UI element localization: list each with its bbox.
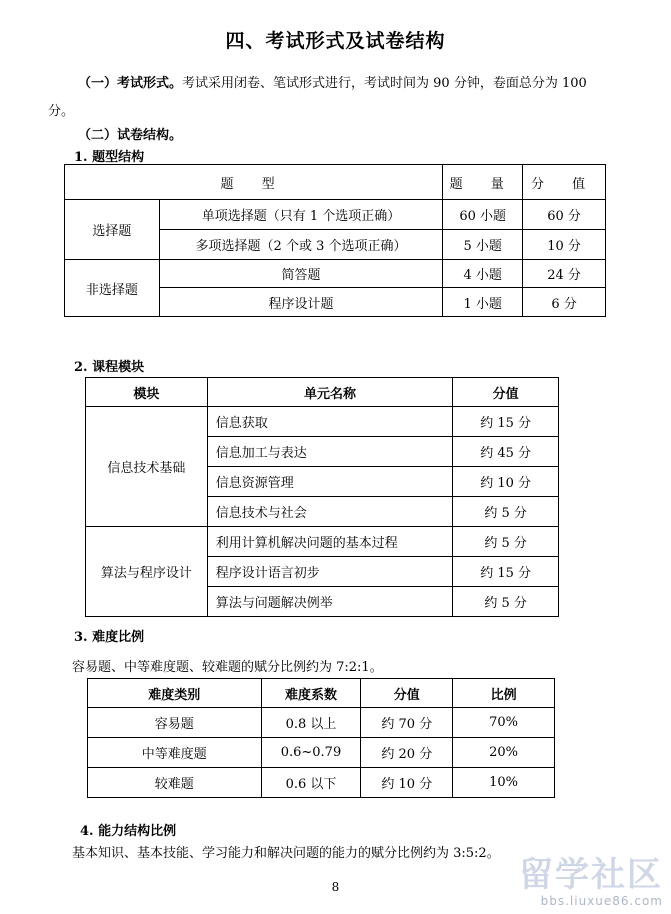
unit-cell: 信息资源管理: [207, 467, 452, 497]
category-cell: 容易题: [88, 708, 262, 738]
table-row: [65, 260, 606, 288]
unit-cell: 信息技术与社会: [207, 497, 452, 527]
watermark-url: bbs.liuxue86.com: [540, 894, 663, 908]
ability-heading: 4. 能力结构比例: [80, 824, 177, 839]
header-unit: 单元名称: [207, 378, 452, 407]
table-header-row: [65, 165, 606, 200]
item-cell: 单项选择题（只有 1 个选项正确）: [159, 200, 442, 230]
paper-structure-label: （二）试卷结构。: [78, 128, 183, 143]
table-header-row: [86, 378, 559, 407]
category-cell: 较难题: [88, 768, 262, 798]
score-cell: 6 分: [523, 288, 606, 317]
module-cell: 信息技术基础: [86, 407, 208, 527]
page-title: 四、考试形式及试卷结构: [225, 30, 446, 52]
score-cell: 约 10 分: [361, 768, 453, 798]
header-coefficient: 难度系数: [261, 679, 361, 708]
item-cell: 简答题: [159, 260, 442, 288]
score-cell: 约 5 分: [453, 527, 559, 557]
coefficient-cell: 0.6 以下: [261, 768, 361, 798]
course-module-table: [85, 377, 559, 617]
ability-text: 基本知识、基本技能、学习能力和解决问题的能力的赋分比例约为 3:5:2。: [72, 846, 500, 861]
unit-cell: 程序设计语言初步: [207, 557, 452, 587]
table-row: [86, 527, 559, 557]
page-number: 8: [331, 880, 340, 894]
table-row: [88, 708, 555, 738]
question-type-table: [64, 164, 606, 317]
exam-form-text-cont: 分。: [48, 104, 75, 119]
header-category: 难度类别: [88, 679, 262, 708]
score-cell: 约 5 分: [453, 587, 559, 617]
difficulty-text: 容易题、中等难度题、较难题的赋分比例约为 7:2:1。: [72, 660, 383, 675]
unit-cell: 算法与问题解决例举: [207, 587, 452, 617]
watermark-logo: 留学社区: [519, 855, 663, 895]
exam-form-text: 考试采用闭卷、笔试形式进行，考试时间为 90 分钟，卷面总分为 100: [182, 76, 587, 91]
item-cell: 程序设计题: [159, 288, 442, 317]
group-cell: 非选择题: [65, 260, 160, 317]
category-cell: 中等难度题: [88, 738, 262, 768]
score-cell: 约 15 分: [453, 557, 559, 587]
score-cell: 约 70 分: [361, 708, 453, 738]
score-cell: 约 20 分: [361, 738, 453, 768]
score-cell: 10 分: [523, 230, 606, 260]
score-cell: 60 分: [523, 200, 606, 230]
ratio-cell: 20%: [453, 738, 555, 768]
header-ratio: 比例: [453, 679, 555, 708]
unit-cell: 信息获取: [207, 407, 452, 437]
count-cell: 1 小题: [443, 288, 523, 317]
header-score: 分 值: [523, 165, 606, 200]
item-cell: 多项选择题（2 个或 3 个选项正确）: [159, 230, 442, 260]
score-cell: 约 10 分: [453, 467, 559, 497]
difficulty-heading: 3. 难度比例: [74, 630, 145, 645]
table-row: [65, 200, 606, 230]
watermark: [519, 856, 663, 908]
header-type: 题 型: [65, 165, 443, 200]
course-module-heading: 2. 课程模块: [74, 360, 145, 375]
header-module: 模块: [86, 378, 208, 407]
ratio-cell: 70%: [453, 708, 555, 738]
ratio-cell: 10%: [453, 768, 555, 798]
table-row: [86, 407, 559, 437]
table-row: [88, 738, 555, 768]
exam-form-label: （一）考试形式。: [78, 76, 183, 91]
coefficient-cell: 0.6~0.79: [261, 738, 361, 768]
group-cell: 选择题: [65, 200, 160, 260]
count-cell: 60 小题: [443, 200, 523, 230]
count-cell: 4 小题: [443, 260, 523, 288]
question-type-heading: 1. 题型结构: [74, 150, 145, 165]
score-cell: 24 分: [523, 260, 606, 288]
header-score: 分值: [361, 679, 453, 708]
exam-form-paragraph: [78, 72, 587, 91]
count-cell: 5 小题: [443, 230, 523, 260]
score-cell: 约 5 分: [453, 497, 559, 527]
module-cell: 算法与程序设计: [86, 527, 208, 617]
unit-cell: 信息加工与表达: [207, 437, 452, 467]
coefficient-cell: 0.8 以上: [261, 708, 361, 738]
difficulty-table: [87, 678, 555, 798]
score-cell: 约 15 分: [453, 407, 559, 437]
unit-cell: 利用计算机解决问题的基本过程: [207, 527, 452, 557]
header-score: 分值: [453, 378, 559, 407]
header-count: 题 量: [443, 165, 523, 200]
table-header-row: [88, 679, 555, 708]
score-cell: 约 45 分: [453, 437, 559, 467]
table-row: [88, 768, 555, 798]
